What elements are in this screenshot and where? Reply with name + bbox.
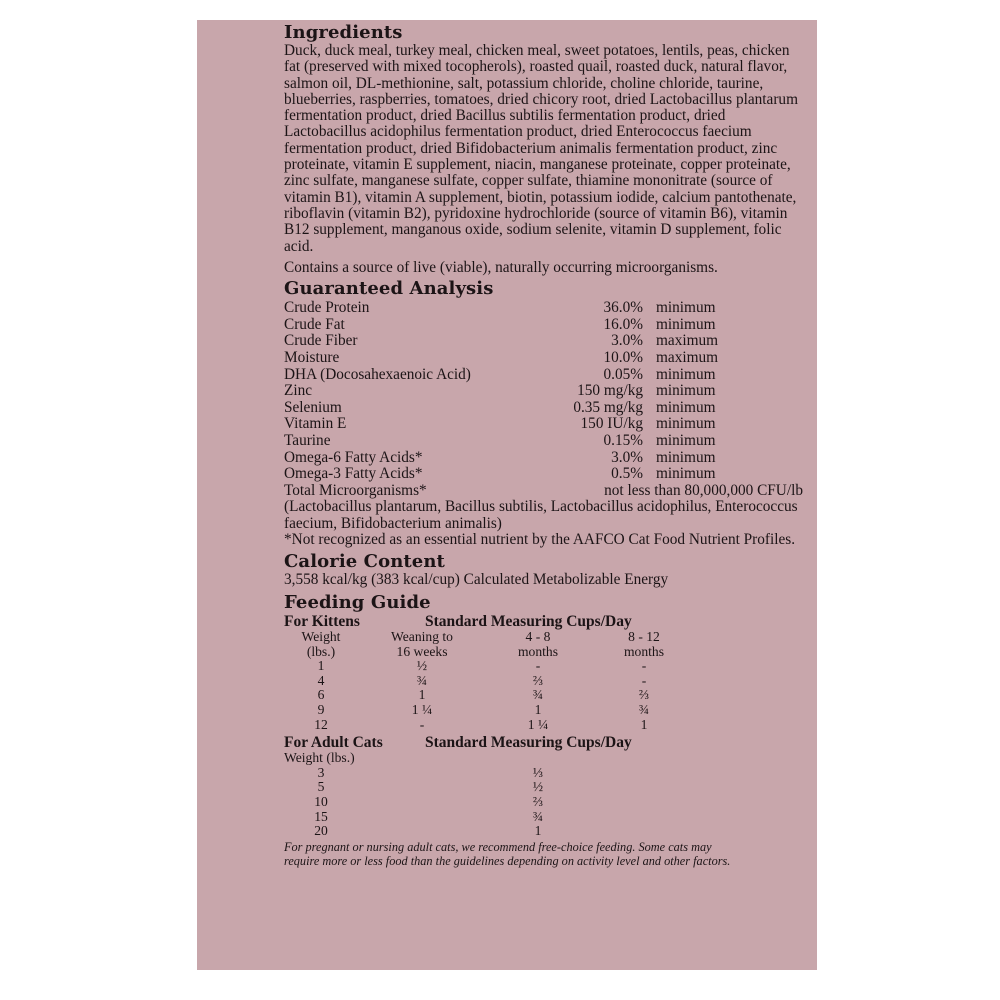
adult-weight-header: Weight (lbs.) xyxy=(284,750,355,766)
total-microorganisms-value: not less than 80,000,000 CFU/lb xyxy=(604,481,803,499)
kittens-subheading xyxy=(284,613,803,630)
nutrient-qualifier: minimum xyxy=(656,448,716,466)
nutrient-qualifier: minimum xyxy=(656,365,716,383)
cups-cell: - xyxy=(535,658,541,674)
table-row xyxy=(284,766,803,781)
cups-cell: 1 xyxy=(640,716,648,732)
nutrient-name: Crude Fiber xyxy=(284,332,358,350)
weight-cell: 20 xyxy=(314,823,328,839)
adults-label: For Adult Cats xyxy=(284,734,383,752)
weight-header-unit: (lbs.) xyxy=(306,643,336,659)
kittens-label: For Kittens xyxy=(284,613,360,631)
weight-cell: 3 xyxy=(317,764,325,780)
nutrient-value: 10.0% xyxy=(603,348,643,366)
weight-cell: 15 xyxy=(314,808,328,824)
four-eight-header-sub: months xyxy=(517,643,559,659)
analysis-row xyxy=(284,367,803,384)
analysis-row xyxy=(284,450,803,467)
cups-cell: - xyxy=(641,672,647,688)
ingredients-heading: Ingredients xyxy=(284,22,403,43)
cups-cell: 1 xyxy=(534,823,542,839)
nutrient-value: 3.0% xyxy=(611,332,643,350)
cups-cell: ¾ xyxy=(532,687,544,703)
nutrient-value: 16.0% xyxy=(603,315,643,333)
nutrient-qualifier: minimum xyxy=(656,315,716,333)
weight-header: Weight xyxy=(301,629,341,645)
nutrient-qualifier: minimum xyxy=(656,465,716,483)
nutrient-value: 0.35 mg/kg xyxy=(573,398,643,416)
nutrient-value: 0.5% xyxy=(611,465,643,483)
nutrient-value: 150 IU/kg xyxy=(580,415,643,433)
kitten-table-header xyxy=(284,630,803,645)
weight-cell: 10 xyxy=(314,794,328,809)
nutrient-value: 150 mg/kg xyxy=(577,382,643,400)
adults-subheading xyxy=(284,734,803,751)
analysis-row xyxy=(284,317,803,334)
cups-cell: ½ xyxy=(416,658,428,674)
kitten-table-header xyxy=(284,645,803,660)
table-row xyxy=(284,780,803,795)
nutrient-name: Zinc xyxy=(284,382,313,400)
feeding-footnote: For pregnant or nursing adult cats, we recommend free-choice feeding. Some cats may require more or less food than the guidelines depending on activity level and other factors. xyxy=(284,839,731,868)
nutrient-name: Taurine xyxy=(284,431,331,449)
table-row xyxy=(284,718,803,733)
table-row xyxy=(284,688,803,703)
nutrient-qualifier: minimum xyxy=(656,415,716,433)
nutrient-qualifier: maximum xyxy=(656,348,719,366)
weight-cell: 9 xyxy=(317,702,325,718)
weight-cell: 4 xyxy=(317,672,325,688)
cups-cell: ⅔ xyxy=(532,794,544,809)
product-label-panel xyxy=(197,20,817,970)
cups-cell: - xyxy=(419,716,425,732)
cups-cell: 1 xyxy=(534,702,542,718)
adults-cups-label: Standard Measuring Cups/Day xyxy=(425,734,632,752)
guaranteed-analysis-heading: Guaranteed Analysis xyxy=(284,278,494,300)
cups-cell: 1 ¼ xyxy=(527,716,549,732)
nutrient-value: 3.0% xyxy=(611,448,643,466)
aafco-note: *Not recognized as an essential nutrient by the AAFCO Cat Food Nutrient Profiles. xyxy=(284,531,796,549)
nutrient-name: Omega-6 Fatty Acids* xyxy=(284,448,423,466)
analysis-row xyxy=(284,400,803,417)
guaranteed-analysis-table xyxy=(284,300,803,499)
calorie-content-heading: Calorie Content xyxy=(284,551,445,573)
nutrient-name: Omega-3 Fatty Acids* xyxy=(284,465,423,483)
four-eight-header: 4 - 8 xyxy=(525,629,551,645)
total-microorganisms-row xyxy=(284,483,803,500)
weaning-header: Weaning to xyxy=(391,629,453,645)
weaning-header-sub: 16 weeks xyxy=(396,643,448,659)
table-row xyxy=(284,810,803,825)
nutrient-qualifier: minimum xyxy=(656,398,716,416)
nutrient-value: 0.15% xyxy=(603,431,643,449)
cups-cell: 1 xyxy=(418,687,426,703)
nutrient-name: Crude Fat xyxy=(284,315,345,333)
cups-cell: ¾ xyxy=(638,702,650,718)
cups-cell: ¾ xyxy=(532,808,544,824)
analysis-row xyxy=(284,433,803,450)
cups-cell: ½ xyxy=(532,779,544,795)
weight-cell: 5 xyxy=(317,779,325,795)
analysis-row xyxy=(284,466,803,483)
nutrient-name: Vitamin E xyxy=(284,415,347,433)
adult-feeding-table xyxy=(284,751,803,839)
microorganism-species-list: (Lactobacillus plantarum, Bacillus subtilis, Lactobacillus acidophilus, Enterococcus faecium, Bifidobacterium animalis) xyxy=(284,498,798,532)
nutrient-qualifier: minimum xyxy=(656,431,716,449)
cups-cell: ⅔ xyxy=(638,687,650,703)
weight-cell: 12 xyxy=(314,716,328,732)
total-microorganisms-label: Total Microorganisms* xyxy=(284,481,427,499)
eight-twelve-header-sub: months xyxy=(623,643,665,659)
kittens-cups-label: Standard Measuring Cups/Day xyxy=(425,613,632,631)
analysis-row xyxy=(284,416,803,433)
analysis-row xyxy=(284,300,803,317)
cups-cell: ¾ xyxy=(416,672,428,688)
nutrient-value: 0.05% xyxy=(603,365,643,383)
table-row xyxy=(284,824,803,839)
nutrient-name: Moisture xyxy=(284,348,340,366)
feeding-guide-heading: Feeding Guide xyxy=(284,592,431,614)
microorganism-note: Contains a source of live (viable), naturally occurring microorganisms. xyxy=(284,258,718,276)
cups-cell: - xyxy=(641,658,647,674)
nutrient-value: 36.0% xyxy=(603,299,643,317)
nutrient-name: DHA (Docosahexaenoic Acid) xyxy=(284,365,471,383)
analysis-row xyxy=(284,383,803,400)
eight-twelve-header: 8 - 12 xyxy=(628,629,660,645)
table-row xyxy=(284,674,803,689)
nutrient-qualifier: minimum xyxy=(656,382,716,400)
nutrient-name: Selenium xyxy=(284,398,342,416)
table-row xyxy=(284,659,803,674)
table-row xyxy=(284,703,803,718)
weight-cell: 6 xyxy=(317,687,325,703)
cups-cell: 1 ¼ xyxy=(411,702,433,718)
cups-cell: ⅔ xyxy=(532,672,544,688)
analysis-row xyxy=(284,333,803,350)
nutrient-qualifier: maximum xyxy=(656,332,719,350)
calorie-content-text: 3,558 kcal/kg (383 kcal/cup) Calculated Metabolizable Energy xyxy=(284,571,669,589)
weight-cell: 1 xyxy=(317,658,325,674)
cups-cell: ⅓ xyxy=(532,764,544,780)
table-row xyxy=(284,795,803,810)
nutrient-qualifier: minimum xyxy=(656,299,716,317)
ingredients-list: Duck, duck meal, turkey meal, chicken meal, sweet potatoes, lentils, peas, chicken fat (preserved with mixed tocopherols), roasted quail, roasted duck, natural flavor, salmon oil, DL-methionine, salt, potassium chloride, choline chloride, taurine, blueberries, raspberries, tomatoes, dried chicory root, dried Lactobacillus plantarum fermentation product, dried Bacillus subtilis fermentation product, dried Lactobacillus acidophilus fermentation product, dried Enterococcus faecium fermentation product, dried Bifidobacterium animalis fermentation product, zinc proteinate, vitamin E supplement, niacin, manganese proteinate, copper proteinate, zinc sulfate, manganese sulfate, copper sulfate, thiamine mononitrate (source of vitamin B1), vitamin A supplement, biotin, potassium iodide, calcium pantothenate, riboflavin (vitamin B2), pyridoxine hydrochloride (source of vitamin B6), vitamin B12 supplement, manganous oxide, sodium selenite, vitamin D supplement, folic acid. xyxy=(284,42,798,255)
nutrient-name: Crude Protein xyxy=(284,299,370,317)
analysis-row xyxy=(284,350,803,367)
kitten-feeding-table xyxy=(284,630,803,732)
